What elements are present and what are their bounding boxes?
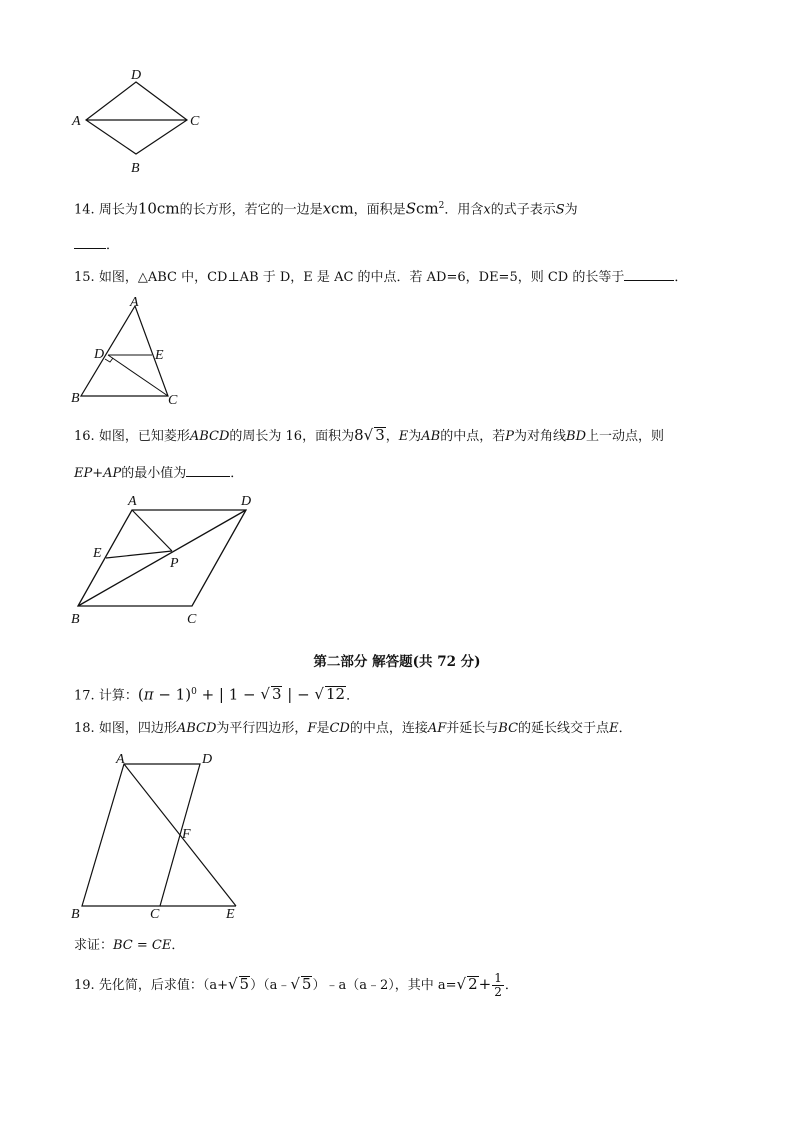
q18-e: E: [609, 721, 619, 736]
q19-frac-numerator: 1: [494, 971, 502, 985]
q19-sqrt-2: √ 5: [290, 975, 312, 993]
label-b: B: [71, 391, 80, 406]
q18-text-5: 并延长与: [446, 721, 499, 736]
label-e: E: [93, 546, 102, 561]
q14-text-5: 的式子表示: [490, 202, 556, 218]
q19-radicand-2: 5: [301, 975, 312, 993]
q18-af: AF: [427, 721, 447, 736]
q17-exponent: 0: [191, 687, 197, 697]
rhombus-p-diagram: [66, 490, 266, 628]
q15-number: 15.: [74, 270, 95, 285]
q18-abcd: ABCD: [176, 721, 217, 736]
proof-tail: ．: [171, 938, 185, 953]
q17-number: 17.: [74, 688, 95, 704]
label-c: C: [187, 612, 197, 627]
q18-text-2: 为平行四边形，: [216, 721, 308, 736]
right-angle-mark: [105, 358, 113, 362]
question-14: [74, 197, 578, 219]
q16-sqrt: √ 3: [363, 426, 385, 444]
q17-plus-abs: + | 1 −: [196, 685, 261, 704]
q18-cd: CD: [329, 721, 350, 736]
q16-text-4: 为: [408, 429, 422, 444]
q17-label: 计算：: [98, 688, 138, 704]
segment-ep: [106, 551, 172, 558]
label-e: E: [226, 907, 235, 922]
q17-tail: ．: [346, 688, 360, 704]
q19-text-2: ）（a﹣: [250, 978, 291, 993]
q18-text-3: 是: [316, 721, 330, 736]
q14-text-4: ．用含: [444, 202, 484, 218]
label-c: C: [150, 907, 160, 922]
q15-answer-blank[interactable]: [624, 268, 674, 281]
question-19: [74, 970, 518, 1000]
q19-plus: +: [478, 975, 492, 993]
diagonal-bd: [78, 510, 246, 606]
q14-var-x: x: [483, 202, 491, 218]
q16-answer-blank[interactable]: [186, 464, 230, 477]
q16-tail: ．: [230, 466, 244, 481]
q19-frac-denominator: 2: [494, 985, 502, 999]
q16-number: 16.: [74, 429, 95, 444]
parallelogram-diagram: [66, 748, 256, 924]
q16-text-1: 如图，已知菱形: [98, 429, 190, 444]
section-heading: 第二部分 解答题(共 72 分): [313, 654, 481, 670]
q14-answer-blank[interactable]: [74, 236, 106, 249]
proof-stmt: BC = CE: [113, 938, 172, 953]
label-a: A: [72, 114, 81, 129]
q19-radicand-1: 5: [239, 975, 250, 993]
q14-area-exponent: 2: [438, 201, 445, 211]
proof-label: 求证：: [74, 938, 114, 953]
question-14-answer-line: [74, 236, 119, 255]
q17-abs-close: | −: [282, 685, 315, 704]
q14-side-var: x: [322, 199, 332, 218]
rhombus-diagram: [70, 68, 210, 178]
label-p: P: [170, 556, 179, 571]
q17-minus-one: − 1): [153, 685, 192, 704]
triangle-diagram: [68, 296, 188, 408]
label-f: F: [182, 827, 191, 842]
q19-number: 19.: [74, 978, 95, 993]
q16-ab: AB: [421, 429, 441, 444]
label-c: C: [168, 393, 178, 408]
q16-line2-text: 的最小值为: [121, 466, 187, 481]
question-16-line-2: [74, 464, 243, 483]
triangle-figure: [68, 296, 188, 408]
q14-var-s: S: [555, 202, 565, 218]
q14-area-unit: cm: [415, 199, 439, 218]
proof-statement: [74, 937, 184, 955]
q14-text-2: 的长方形，若它的一边是: [179, 202, 323, 218]
label-a: A: [130, 295, 139, 310]
rhombus-figure: [70, 68, 210, 178]
q15-text: 如图，△ABC 中，CD⊥AB 于 D，E 是 AC 的中点．若 AD=6，DE=5，则 CD 的长等于: [98, 270, 625, 285]
label-d: D: [94, 347, 105, 362]
q18-number: 18.: [74, 721, 95, 736]
q14-text-1: 周长为: [98, 202, 138, 218]
question-17: [74, 683, 359, 705]
q17-sqrt-1: √ 3: [260, 685, 282, 704]
segment-ae: [124, 764, 236, 906]
q17-radicand-2: 12: [325, 685, 346, 704]
label-b: B: [71, 907, 80, 922]
q18-tail: ．: [618, 721, 632, 736]
rhombus-shape: [86, 82, 187, 154]
q14-tail: ．: [106, 238, 120, 253]
q16-coef: 8: [354, 426, 364, 444]
q19-text-3: ）﹣a（a﹣2），其中 a=: [312, 978, 457, 993]
label-a: A: [128, 494, 137, 509]
q16-expression: EP+AP: [74, 466, 122, 481]
q16-text-3: ，: [385, 429, 399, 444]
q16-abcd: ABCD: [189, 429, 230, 444]
label-c: C: [190, 114, 200, 129]
label-e: E: [155, 348, 164, 363]
parallelogram-figure: [66, 748, 256, 924]
q19-sqrt-3: √ 2: [456, 975, 478, 993]
q14-area-var: S: [405, 199, 416, 218]
label-a: A: [116, 752, 125, 767]
q14-number: 14.: [74, 202, 95, 218]
q19-tail: ．: [504, 978, 518, 993]
q16-p: P: [505, 429, 514, 444]
q16-text-7: 上一动点，则: [586, 429, 665, 444]
q19-radicand-3: 2: [468, 975, 478, 993]
q18-bc: BC: [498, 721, 519, 736]
q14-text-6: 为: [564, 202, 578, 218]
rhombus-p-figure: [66, 490, 266, 628]
q16-bd: BD: [566, 429, 586, 444]
q17-sqrt-2: √ 12: [314, 685, 346, 704]
label-d: D: [131, 68, 142, 83]
q18-text-6: 的延长线交于点: [518, 721, 610, 736]
q18-text-1: 如图，四边形: [98, 721, 177, 736]
q17-radicand-1: 3: [271, 685, 282, 704]
question-16: [74, 426, 664, 446]
segment-ap: [132, 510, 172, 551]
q16-text-6: 为对角线: [514, 429, 567, 444]
q18-text-4: 的中点，连接: [349, 721, 428, 736]
q14-side-unit: cm: [331, 199, 354, 218]
q17-open: (: [137, 685, 144, 704]
q14-perimeter: 10cm: [137, 199, 180, 218]
q17-pi: π: [143, 685, 154, 704]
label-b: B: [131, 161, 140, 176]
q19-sqrt-1: √ 5: [227, 975, 250, 993]
q16-text-2: 的周长为 16，面积为: [229, 429, 355, 444]
q19-fraction: [492, 972, 504, 999]
question-15: [74, 268, 687, 287]
q14-text-3: ，面积是: [353, 202, 406, 218]
label-b: B: [71, 612, 80, 627]
q16-text-5: 的中点，若: [440, 429, 506, 444]
q19-text-1: 先化简，后求值：（a+: [98, 978, 228, 993]
q16-e: E: [398, 429, 409, 444]
q16-radicand: 3: [375, 426, 385, 444]
q18-f: F: [307, 721, 317, 736]
label-d: D: [202, 752, 213, 767]
question-18: [74, 720, 632, 738]
q15-tail: ．: [674, 270, 688, 285]
label-d: D: [241, 494, 252, 509]
